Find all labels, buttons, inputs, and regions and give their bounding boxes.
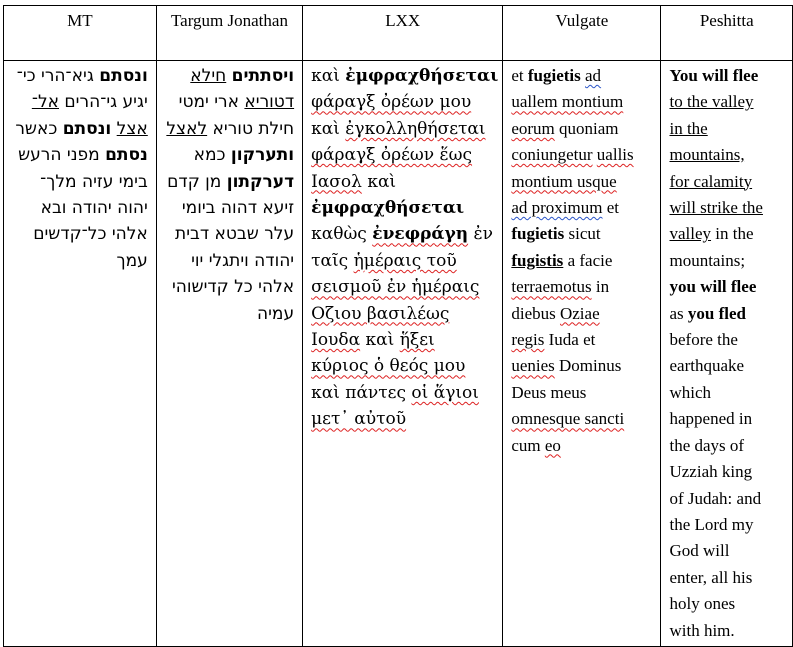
text-run: in the bbox=[669, 118, 708, 138]
text-run: valley bbox=[669, 224, 712, 244]
text-run: אצל bbox=[116, 118, 148, 139]
text-run: ἡμέραις τοῦ bbox=[353, 250, 457, 271]
text-line bbox=[511, 327, 656, 353]
text-run: ונסתם bbox=[99, 66, 148, 86]
text-run: fugietis bbox=[511, 224, 565, 244]
text-line bbox=[8, 116, 148, 142]
text-line bbox=[311, 63, 498, 89]
text-run: you fled bbox=[687, 303, 746, 323]
text-run: לאצל bbox=[166, 118, 208, 139]
text-line bbox=[8, 221, 148, 247]
text-line bbox=[669, 538, 788, 564]
text-line bbox=[669, 618, 788, 644]
text-run: Ιουδα bbox=[311, 330, 361, 351]
text-run: omnesque sancti bbox=[511, 409, 625, 429]
text-line bbox=[669, 433, 788, 459]
text-line bbox=[161, 301, 294, 327]
text-line bbox=[8, 248, 148, 274]
text-run: fugietis bbox=[527, 66, 581, 85]
text-run: with him. bbox=[669, 620, 735, 640]
text-line bbox=[511, 63, 656, 89]
text-line bbox=[8, 195, 148, 221]
text-line bbox=[511, 116, 656, 142]
text-run: יהודה ויתגלי יוי bbox=[191, 250, 295, 271]
text-run: כמא bbox=[193, 145, 231, 166]
text-line bbox=[669, 565, 788, 591]
text-line bbox=[511, 142, 656, 168]
text-run: mountains, bbox=[669, 145, 745, 165]
text-line bbox=[669, 169, 788, 195]
text-line bbox=[161, 274, 294, 300]
text-line bbox=[669, 195, 788, 221]
header-lxx: LXX bbox=[303, 6, 503, 61]
text-run: enter, all his bbox=[669, 567, 753, 587]
text-run: terraemotus bbox=[511, 277, 592, 297]
text-run: גיא־הרי כי־ bbox=[16, 66, 100, 86]
text-run: חילא bbox=[190, 66, 227, 86]
text-run: μετ᾽ αὐτοῦ bbox=[311, 409, 407, 430]
text-line bbox=[511, 89, 656, 115]
text-line bbox=[161, 116, 294, 142]
content-row bbox=[4, 61, 793, 647]
text-run: דערקתון bbox=[226, 171, 295, 192]
cell-peshitta bbox=[661, 61, 793, 647]
text-run: eorum bbox=[511, 118, 555, 138]
text-line bbox=[669, 353, 788, 379]
text-line bbox=[311, 169, 498, 195]
text-run: ἐμφραχθήσεται bbox=[311, 198, 465, 219]
cell-lxx bbox=[303, 61, 503, 647]
text-line bbox=[511, 301, 656, 327]
text-line bbox=[311, 274, 498, 300]
text-run: καὶ bbox=[311, 66, 346, 86]
cell-mt bbox=[4, 61, 157, 647]
text-run: of Judah: and bbox=[669, 488, 762, 508]
text-line bbox=[669, 116, 788, 142]
text-run: ταῖς bbox=[311, 250, 354, 271]
text-line bbox=[669, 327, 788, 353]
header-mt: MT bbox=[4, 6, 157, 61]
text-run: earthquake bbox=[669, 356, 745, 376]
text-run: Uzziah king bbox=[669, 462, 753, 482]
text-line bbox=[161, 142, 294, 168]
text-run: Oziae bbox=[559, 303, 600, 323]
text-run: fugistis bbox=[511, 250, 564, 270]
text-line bbox=[311, 353, 498, 379]
text-line bbox=[161, 169, 294, 195]
text-run: σεισμοῦ ἐν ἡμέραις bbox=[311, 277, 480, 298]
text-run: will strike the bbox=[669, 198, 763, 218]
text-line bbox=[669, 486, 788, 512]
text-run: ἐμφραχθήσεται bbox=[345, 66, 499, 86]
text-line bbox=[311, 195, 498, 221]
text-run: אלהי כל־קדשים bbox=[33, 224, 148, 245]
text-run: בימי עזיה מלך־ bbox=[40, 171, 148, 192]
text-run: the days of bbox=[669, 435, 745, 455]
text-line bbox=[161, 248, 294, 274]
text-run: montium usque bbox=[511, 171, 617, 191]
text-run: ויסתתים bbox=[231, 66, 295, 86]
text-line bbox=[511, 353, 656, 379]
text-line bbox=[8, 142, 148, 168]
text-run: uallem montium bbox=[511, 92, 624, 112]
text-run: sicut bbox=[564, 224, 601, 244]
text-run: et bbox=[511, 66, 528, 85]
text-run: חילת טוריא bbox=[207, 118, 295, 139]
text-line bbox=[311, 406, 498, 432]
text-run: Οζιου βασιλέως bbox=[311, 303, 450, 324]
text-run: eo bbox=[544, 435, 561, 455]
text-run: καὶ bbox=[311, 118, 346, 139]
text-line bbox=[511, 433, 656, 459]
text-run: עמיה bbox=[257, 303, 295, 324]
text-line bbox=[669, 380, 788, 406]
text-line bbox=[8, 63, 148, 89]
text-run: uenies bbox=[511, 356, 555, 376]
text-run: ad proximum bbox=[511, 198, 603, 218]
text-line bbox=[311, 248, 498, 274]
text-run: כאשר bbox=[15, 118, 63, 139]
text-run: coniungetur bbox=[511, 145, 593, 165]
text-run: זיעא דהוה ביומי bbox=[181, 198, 295, 219]
text-run: holy ones bbox=[669, 594, 736, 614]
text-run: Iuda et bbox=[544, 330, 596, 350]
text-line bbox=[161, 89, 294, 115]
text-run: יהוה יהודה ובא bbox=[40, 198, 148, 219]
text-line bbox=[669, 274, 788, 300]
text-line bbox=[511, 406, 656, 432]
header-vulgate: Vulgate bbox=[503, 6, 661, 61]
text-line bbox=[669, 406, 788, 432]
text-line bbox=[311, 89, 498, 115]
text-run: ארי ימטי bbox=[178, 92, 245, 113]
text-run: God will bbox=[669, 541, 730, 561]
text-run: ותערקון bbox=[230, 145, 295, 166]
text-run: uallis bbox=[596, 145, 634, 165]
text-run: in the bbox=[711, 224, 754, 244]
text-run: a facie bbox=[563, 250, 613, 270]
text-run: ad bbox=[585, 66, 602, 85]
text-run: οἱ ἅγιοι bbox=[411, 382, 479, 403]
text-line bbox=[511, 380, 656, 406]
text-run: κύριος ὁ θεός μου bbox=[311, 356, 466, 377]
text-run: Ιασολ bbox=[311, 171, 362, 192]
text-run: diebus bbox=[511, 303, 560, 323]
text-line bbox=[311, 116, 498, 142]
text-run: φάραγξ ὀρέων ἕως bbox=[311, 145, 473, 166]
text-run: ἐγκολληθήσεται bbox=[345, 118, 486, 139]
text-run: in bbox=[591, 277, 610, 297]
text-run: regis bbox=[511, 330, 545, 350]
text-run: happened in bbox=[669, 409, 753, 429]
text-run: ונסתם bbox=[62, 118, 112, 139]
text-run: מפני הרעש bbox=[18, 145, 106, 166]
text-run: Deus meus bbox=[511, 382, 587, 402]
text-line bbox=[511, 248, 656, 274]
text-line bbox=[311, 301, 498, 327]
text-line bbox=[311, 221, 498, 247]
text-run: quoniam bbox=[554, 118, 619, 138]
text-line bbox=[311, 380, 498, 406]
text-line bbox=[8, 89, 148, 115]
text-line bbox=[311, 327, 498, 353]
text-run: ἐνεφράγη bbox=[372, 224, 469, 245]
text-line bbox=[669, 248, 788, 274]
text-line bbox=[511, 221, 656, 247]
text-run: אלהי כל קדישוהי bbox=[171, 277, 295, 298]
text-run: et bbox=[602, 198, 620, 218]
header-targum-jonathan: Targum Jonathan bbox=[156, 6, 302, 61]
text-line bbox=[511, 169, 656, 195]
text-run: cum bbox=[511, 435, 545, 455]
text-run: מן קדם bbox=[167, 171, 227, 192]
text-line bbox=[669, 301, 788, 327]
text-run: φάραγξ ὀρέων μου bbox=[311, 92, 472, 113]
text-run: ἥξει bbox=[399, 330, 435, 351]
text-run: the Lord my bbox=[669, 514, 754, 534]
text-run: καὶ bbox=[361, 171, 397, 192]
text-run: before the bbox=[669, 330, 738, 350]
text-run: mountains; bbox=[669, 250, 746, 270]
text-line bbox=[669, 221, 788, 247]
text-run: You will flee bbox=[669, 66, 759, 85]
text-run: for calamity bbox=[669, 171, 753, 191]
text-line bbox=[311, 142, 498, 168]
text-line bbox=[161, 63, 294, 89]
text-run: Dominus bbox=[554, 356, 622, 376]
cell-vulgate bbox=[503, 61, 661, 647]
text-run: ἐν bbox=[468, 224, 493, 245]
text-line bbox=[511, 195, 656, 221]
text-run: which bbox=[669, 382, 712, 402]
text-line bbox=[161, 195, 294, 221]
text-line bbox=[669, 591, 788, 617]
text-run: to the valley bbox=[669, 92, 754, 112]
text-run: you will flee bbox=[669, 277, 757, 297]
text-run: עמך bbox=[116, 250, 148, 271]
cell-targum-jonathan bbox=[156, 61, 302, 647]
text-line bbox=[669, 512, 788, 538]
text-run: אל־ bbox=[31, 92, 59, 113]
text-run: καὶ bbox=[360, 330, 400, 351]
header-peshitta: Peshitta bbox=[661, 6, 793, 61]
header-row bbox=[4, 6, 793, 61]
text-run: καθὼς bbox=[311, 224, 373, 245]
comparison-table bbox=[3, 5, 793, 647]
text-run: as bbox=[669, 303, 688, 323]
text-run: καὶ πάντες bbox=[311, 382, 412, 403]
text-line bbox=[669, 142, 788, 168]
text-line bbox=[511, 274, 656, 300]
text-line bbox=[669, 63, 788, 89]
text-line bbox=[8, 169, 148, 195]
text-line bbox=[669, 459, 788, 485]
text-run: עלר שבטא דבית bbox=[175, 224, 295, 245]
text-run: דטוריא bbox=[244, 92, 295, 113]
text-line bbox=[669, 89, 788, 115]
text-run: יגיע גי־הרים bbox=[59, 92, 148, 113]
text-run: נסתם bbox=[105, 145, 148, 166]
text-line bbox=[161, 221, 294, 247]
